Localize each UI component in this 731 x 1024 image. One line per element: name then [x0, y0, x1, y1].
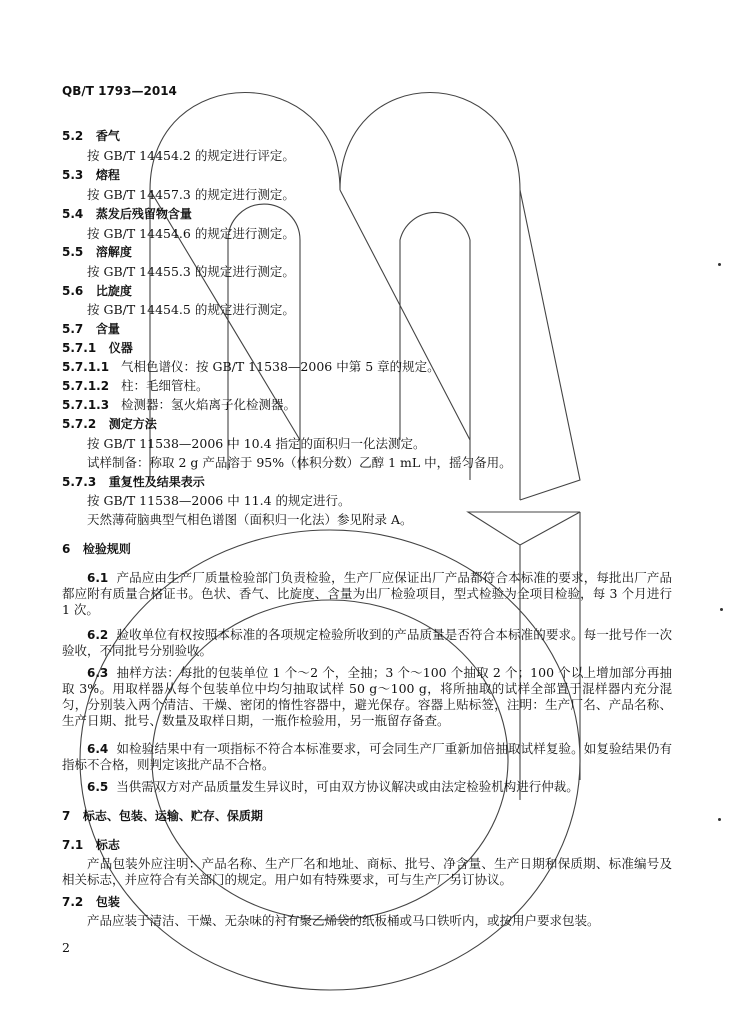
section-heading [62, 244, 132, 260]
chapter-number: 7 [62, 809, 71, 823]
section-heading [62, 321, 120, 337]
scan-speck [720, 608, 723, 611]
marking-text: 产品包装外应注明：产品名称、生产厂名和地址、商标、批号、净含量、生产日期和保质期、标准编号及相关标志，并应符合有关部门的规定。用户如有特殊要求，可与生产厂另订协议。 [62, 856, 672, 887]
sample-prep-text: 试样制备：称取 2 g 产品溶于 95%（体积分数）乙醇 1 mL 中，摇匀备用。 [87, 455, 512, 470]
section-text: 按 GB/T 14457.3 的规定进行测定。 [87, 187, 295, 202]
rule-paragraph [62, 779, 672, 795]
clause-line [62, 378, 209, 394]
section-title: 标志 [95, 838, 120, 852]
section-text: 按 GB/T 14454.6 的规定进行测定。 [87, 226, 295, 241]
clause-number: 5.7.1.2 [62, 379, 110, 393]
section-number: 5.5 [62, 245, 84, 259]
section-number: 5.6 [62, 284, 84, 298]
rule-number: 6.3 [87, 666, 109, 680]
rule-paragraph [62, 665, 672, 729]
scan-speck [718, 818, 721, 821]
subsection-title: 测定方法 [108, 417, 157, 431]
watermark-m-inner-left [228, 204, 300, 470]
clause-line [62, 359, 440, 375]
repeatability-text: 按 GB/T 11538—2006 中 11.4 的规定进行。 [87, 493, 351, 508]
rule-paragraph [62, 627, 672, 659]
subsection-number: 5.7.2 [62, 417, 97, 431]
rule-text: 验收单位有权按照本标准的各项规定检验所收到的产品质量是否符合本标准的要求。每一批号作一次验收，不同批号分别验收。 [62, 627, 672, 658]
subsection-heading [62, 416, 157, 432]
clause-text: 柱：毛细管柱。 [121, 378, 209, 393]
rule-paragraph [62, 741, 672, 773]
rule-number: 6.1 [87, 571, 109, 585]
rule-paragraph [62, 570, 672, 618]
section-title: 熔程 [95, 168, 120, 182]
section-heading [62, 837, 120, 853]
clause-text: 检测器：氢火焰离子化检测器。 [121, 397, 297, 412]
section-heading [62, 283, 132, 299]
section-heading [62, 206, 192, 222]
scan-speck [718, 263, 721, 266]
section-number: 7.2 [62, 895, 84, 909]
chapter-number: 6 [62, 542, 71, 556]
section-text: 按 GB/T 14455.3 的规定进行测定。 [87, 264, 295, 279]
rule-text: 当供需双方对产品质量发生异议时，可由双方协议解决或由法定检验机构进行仲裁。 [116, 779, 579, 794]
section-heading [62, 128, 120, 144]
clause-line [62, 397, 296, 413]
section-text: 按 GB/T 14454.2 的规定进行评定。 [87, 148, 295, 163]
standard-code: QB/T 1793—2014 [62, 84, 177, 98]
rule-number: 6.4 [87, 742, 109, 756]
subsection-number: 5.7.1 [62, 341, 97, 355]
section-number: 5.2 [62, 129, 84, 143]
subsection-title: 重复性及结果表示 [108, 475, 205, 489]
section-heading [62, 894, 120, 910]
chapter-heading [62, 541, 131, 557]
chapter-title: 检验规则 [82, 542, 131, 556]
subsection-heading [62, 474, 205, 490]
rule-number: 6.2 [87, 628, 109, 642]
method-text: 按 GB/T 11538—2006 中 10.4 指定的面积归一化法测定。 [87, 436, 426, 451]
section-text: 按 GB/T 14454.5 的规定进行测定。 [87, 302, 295, 317]
section-heading [62, 167, 120, 183]
chapter-heading [62, 808, 263, 824]
clause-number: 5.7.1.1 [62, 360, 110, 374]
page-number: 2 [62, 940, 70, 955]
subsection-title: 仪器 [108, 341, 133, 355]
section-title: 比旋度 [95, 284, 132, 298]
section-number: 5.3 [62, 168, 84, 182]
rule-text: 抽样方法：每批的包装单位 1 个～2 个，全抽；3 个～100 个抽取 2 个；100 个以上增加部分再抽取 3%。用取样器从每个包装单位中均匀抽取试样 50 g～100 g，将所抽取的试样全部置于混样器内充分混匀，分别装入两个清洁、干燥、密闭的惰性容器中，避光保存。容器上贴标签，注明：生产厂名、产品名称、生产日期、批号、数量及取样日期，一瓶作检验用，另一瓶留存备查。 [62, 665, 672, 728]
section-title: 含量 [95, 322, 120, 336]
appendix-reference: 天然薄荷脑典型气相色谱图（面积归一化法）参见附录 A。 [87, 512, 413, 527]
chapter-title: 标志、包装、运输、贮存、保质期 [82, 809, 263, 823]
section-number: 7.1 [62, 838, 84, 852]
section-title: 包装 [95, 895, 120, 909]
section-title: 蒸发后残留物含量 [95, 207, 192, 221]
subsection-number: 5.7.3 [62, 475, 97, 489]
rule-text: 产品应由生产厂质量检验部门负责检验，生产厂应保证出厂产品都符合本标准的要求，每批出厂产品都应附有质量合格证书。色状、香气、比旋度、含量为出厂检验项目，型式检验为全项目检验，每 3 个月进行 1 次。 [62, 570, 672, 617]
subsection-heading [62, 340, 133, 356]
clause-number: 5.7.1.3 [62, 398, 110, 412]
rule-number: 6.5 [87, 780, 109, 794]
packaging-text: 产品应装于清洁、干燥、无杂味的衬有聚乙烯袋的纸板桶或马口铁听内，或按用户要求包装。 [87, 913, 600, 928]
section-title: 溶解度 [95, 245, 132, 259]
section-title: 香气 [95, 129, 120, 143]
section-number: 5.7 [62, 322, 84, 336]
section-number: 5.4 [62, 207, 84, 221]
rule-text: 如检验结果中有一项指标不符合本标准要求，可会同生产厂重新加倍抽取试样复验。如复验结果仍有指标不合格，则判定该批产品不合格。 [62, 741, 672, 772]
clause-text: 气相色谱仪：按 GB/T 11538—2006 中第 5 章的规定。 [121, 359, 440, 374]
